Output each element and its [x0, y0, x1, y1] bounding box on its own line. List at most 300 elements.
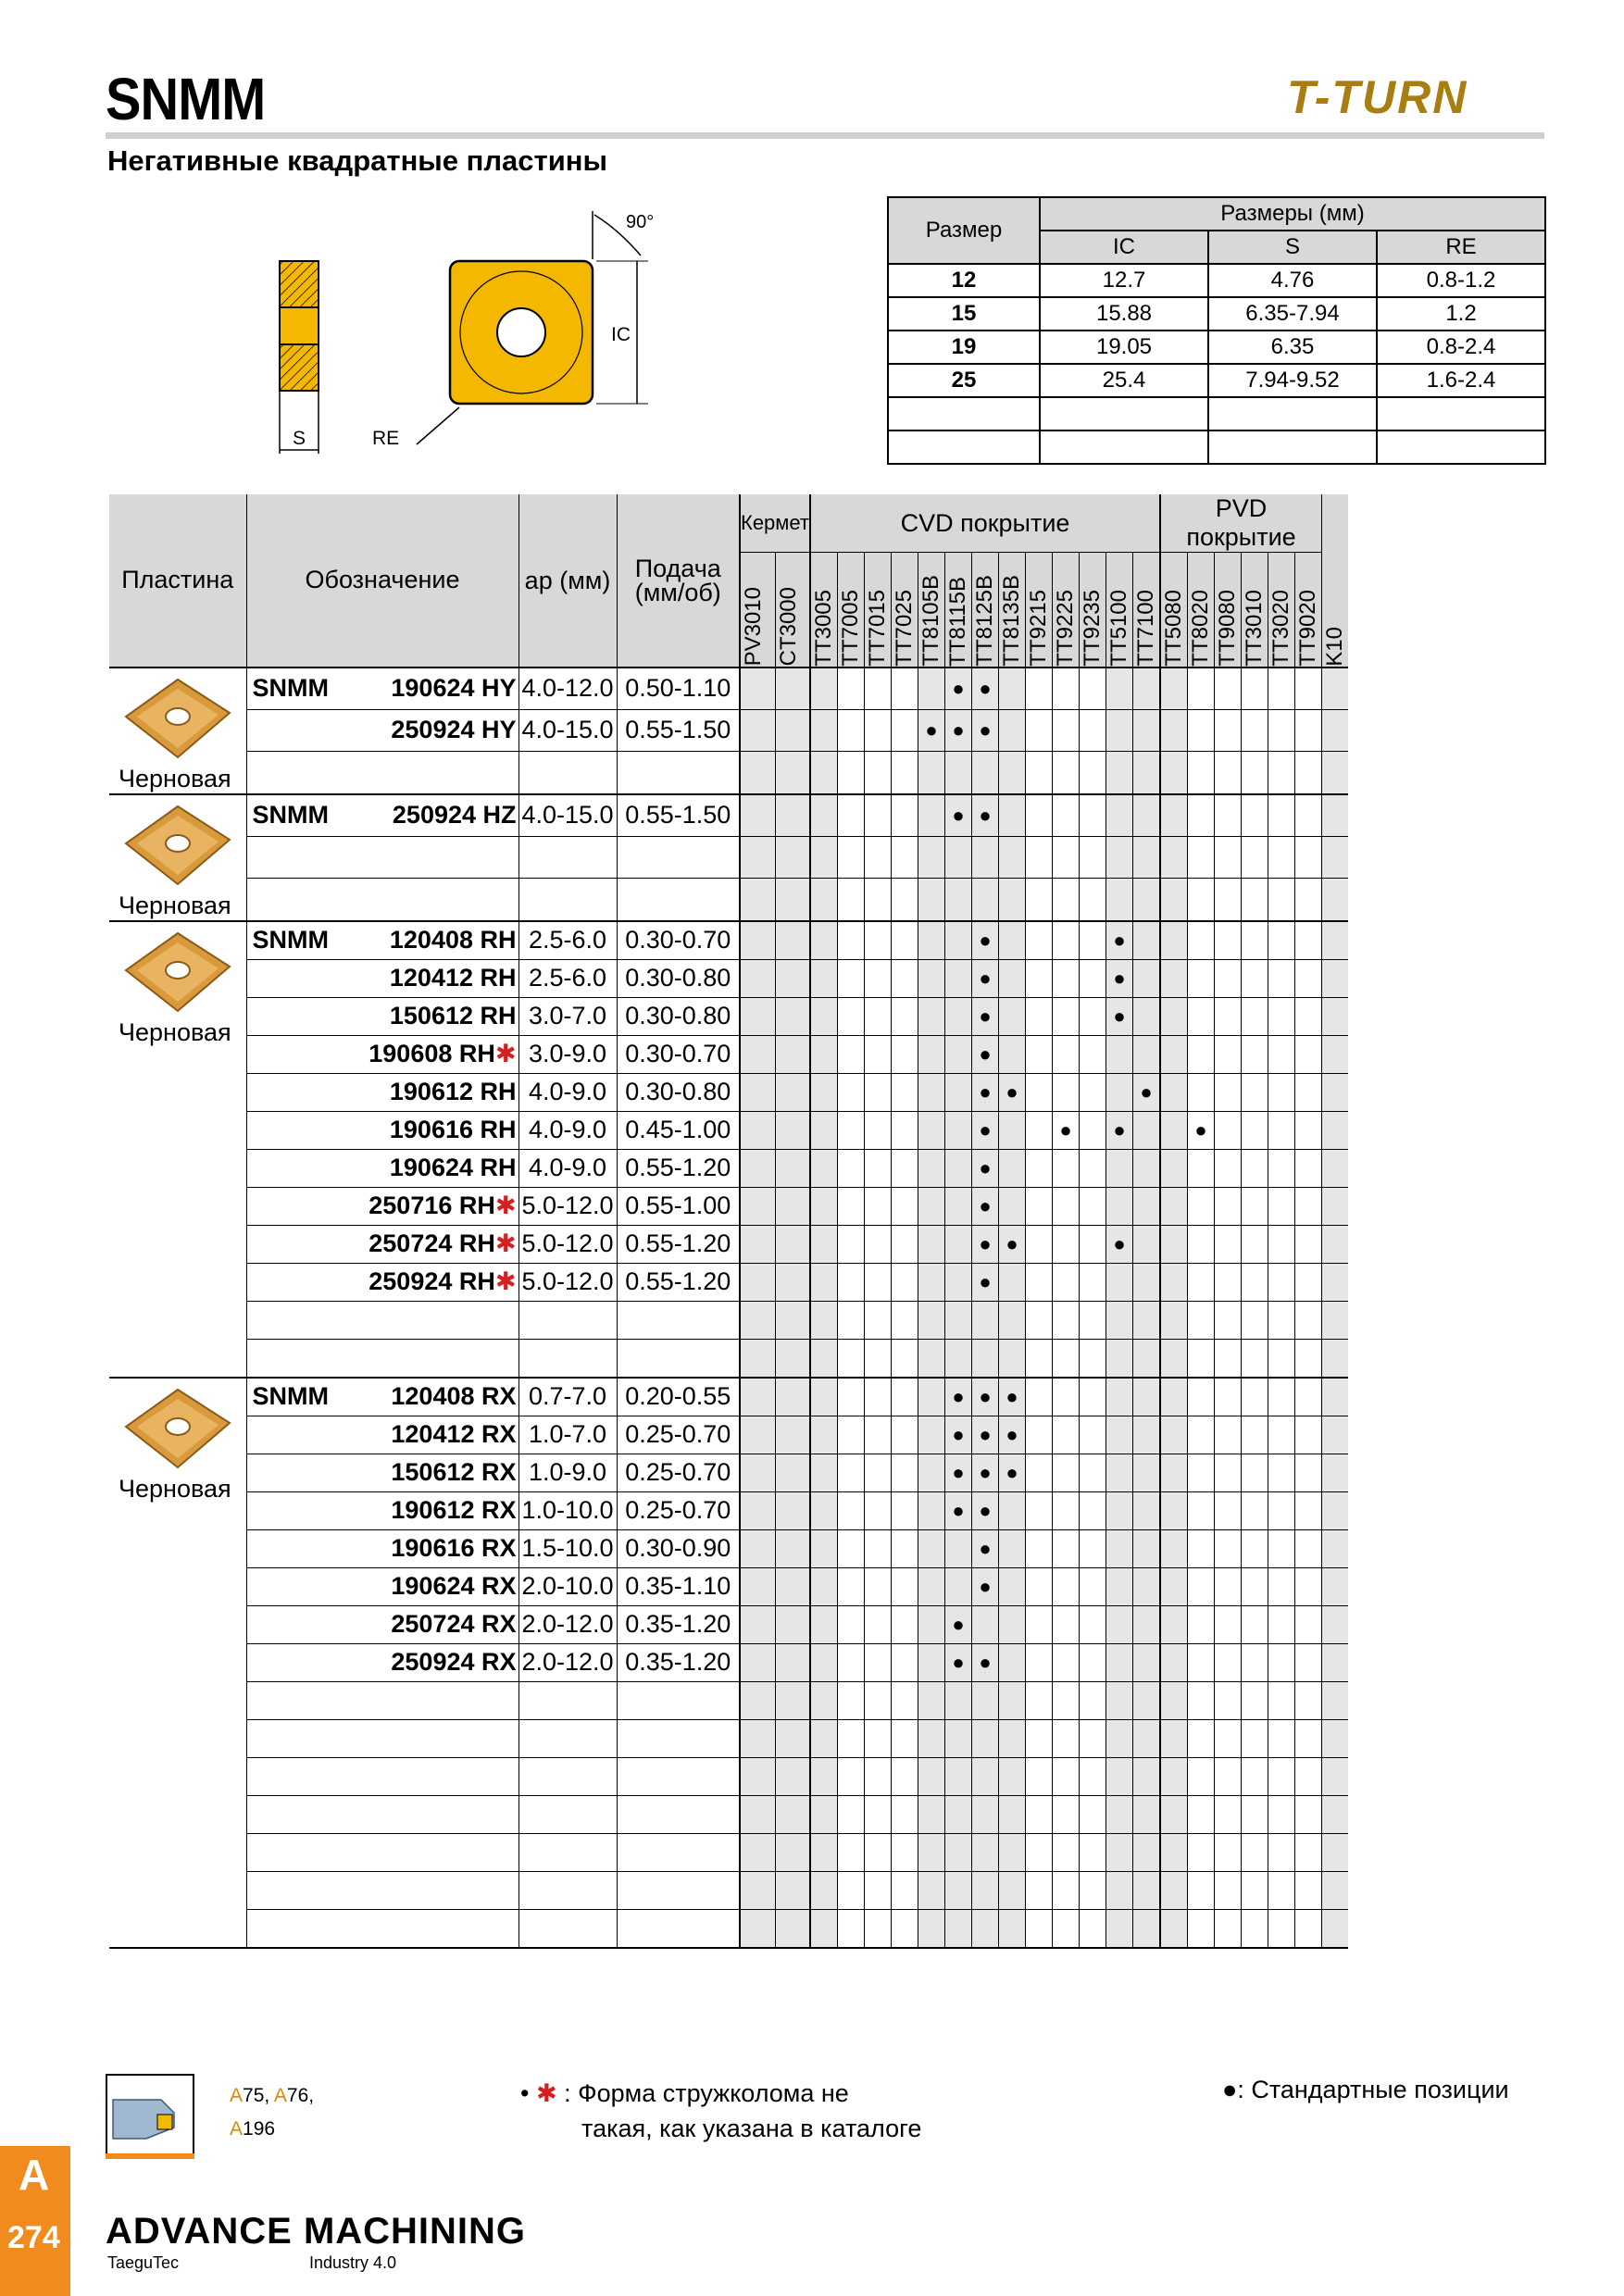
- grade-cell: [1295, 1454, 1322, 1491]
- feed-cell: 0.55-1.50: [617, 709, 740, 751]
- grade-cell: [1215, 879, 1242, 921]
- dot-icon: ●: [1113, 966, 1126, 990]
- grade-cell: [865, 1035, 892, 1073]
- grade-cell: [1106, 1149, 1133, 1187]
- grade-cell: [918, 1225, 945, 1263]
- grade-cell: [1160, 1757, 1188, 1795]
- grade-cell: [918, 1681, 945, 1719]
- size-cell: 6.35: [1208, 331, 1377, 364]
- grade-label: TT7100: [1133, 589, 1158, 667]
- table-row: [109, 1149, 1348, 1187]
- grade-header-cell: [999, 553, 1026, 668]
- grade-cell: [972, 1491, 999, 1529]
- grade-cell: [810, 752, 838, 794]
- operation-label: Черновая: [119, 891, 231, 919]
- grade-cell: [1268, 921, 1295, 960]
- grade-cell: [1133, 959, 1161, 997]
- grade-cell: [1242, 1605, 1268, 1643]
- grade-cell: [1133, 1833, 1161, 1871]
- designation-cell: [246, 1301, 518, 1339]
- designation-code: 250724 RX: [391, 1610, 517, 1638]
- size-cell: 15: [888, 297, 1040, 331]
- grade-cell: [1053, 1529, 1080, 1567]
- grade-cell: [892, 1643, 918, 1681]
- dot-icon: ●: [979, 676, 992, 700]
- grade-cell: [1322, 836, 1349, 878]
- grade-cell: [810, 1757, 838, 1795]
- grade-cell: [1026, 959, 1053, 997]
- grade-cell: [1242, 1795, 1268, 1833]
- grade-cell: [1080, 1909, 1106, 1948]
- s-label: S: [293, 428, 306, 449]
- table-row: [109, 1757, 1348, 1795]
- grade-cell: [838, 1454, 865, 1491]
- grade-cell: [1188, 879, 1215, 921]
- grade-cell: [810, 1378, 838, 1416]
- grade-cell: [892, 1187, 918, 1225]
- grade-cell: [945, 1111, 972, 1149]
- grade-cell: [1160, 879, 1188, 921]
- grade-cell: [1026, 1871, 1053, 1909]
- table-row: [109, 1187, 1348, 1225]
- grade-cell: [1160, 1301, 1188, 1339]
- grade-cell: [1026, 668, 1053, 710]
- grade-label: TT9020: [1295, 589, 1320, 667]
- grade-cell: [999, 794, 1026, 837]
- size-cell: 1.2: [1377, 297, 1545, 331]
- dot-icon: ●: [979, 1536, 992, 1560]
- ref-prefix: A: [230, 2085, 244, 2106]
- grade-cell: [1106, 1605, 1133, 1643]
- grade-cell: [1053, 1225, 1080, 1263]
- grade-cell: [918, 1643, 945, 1681]
- grade-cell: [1322, 1073, 1349, 1111]
- page-references: [230, 2079, 314, 2146]
- grade-label: TT9215: [1026, 589, 1051, 667]
- grade-label: TT3020: [1268, 589, 1293, 667]
- table-row: [109, 1035, 1348, 1073]
- grade-cell: [1322, 921, 1349, 960]
- table-row: [109, 1225, 1348, 1263]
- grade-cell: [945, 1035, 972, 1073]
- grade-cell: [1295, 668, 1322, 710]
- designation-cell: [246, 1643, 518, 1681]
- grade-cell: [1242, 959, 1268, 997]
- size-cell: 25: [888, 364, 1040, 397]
- feed-cell: 0.25-0.70: [617, 1491, 740, 1529]
- grade-cell: [1053, 1491, 1080, 1529]
- grade-cell: [1160, 1378, 1188, 1416]
- designation-code: 190612 RH: [389, 1078, 517, 1105]
- grade-cell: [1242, 1225, 1268, 1263]
- grade-cell: [1322, 1035, 1349, 1073]
- grade-cell: [999, 1339, 1026, 1378]
- table-row: [109, 1301, 1348, 1339]
- grade-cell: [838, 1263, 865, 1301]
- designation-cell: [246, 1073, 518, 1111]
- dot-icon: ●: [979, 1498, 992, 1522]
- size-row: [888, 297, 1545, 331]
- grade-cell: [1242, 668, 1268, 710]
- grade-cell: [865, 1909, 892, 1948]
- grade-cell: [1295, 1871, 1322, 1909]
- grade-cell: [740, 1149, 775, 1187]
- grade-cell: [1080, 709, 1106, 751]
- grade-cell: [1160, 1491, 1188, 1529]
- grade-cell: [1133, 1719, 1161, 1757]
- grade-cell: [740, 1491, 775, 1529]
- grade-cell: [838, 1111, 865, 1149]
- designation-header: Обозначение: [246, 494, 518, 668]
- grade-cell: [1295, 1263, 1322, 1301]
- dot-icon: ●: [979, 1079, 992, 1104]
- grade-cell: [1080, 1073, 1106, 1111]
- grade-cell: [918, 668, 945, 710]
- ap-cell: 5.0-12.0: [518, 1187, 617, 1225]
- grade-cell: [1242, 997, 1268, 1035]
- grade-label: TT9235: [1080, 589, 1105, 667]
- dot-icon: ●: [952, 803, 965, 827]
- grade-cell: [1295, 1035, 1322, 1073]
- grade-cell: [1188, 1491, 1215, 1529]
- table-row: [109, 1529, 1348, 1567]
- grade-cell: [892, 1073, 918, 1111]
- designation-code: 150612 RX: [391, 1458, 517, 1486]
- table-row: [109, 752, 1348, 794]
- designation-cell: [246, 1111, 518, 1149]
- grade-cell: [1268, 1225, 1295, 1263]
- grade-cell: [972, 668, 999, 710]
- grade-cell: [945, 1567, 972, 1605]
- grade-cell: [892, 1567, 918, 1605]
- grade-cell: [999, 1187, 1026, 1225]
- grade-cell: [972, 1035, 999, 1073]
- feed-cell: 0.30-0.90: [617, 1529, 740, 1567]
- grade-cell: [999, 959, 1026, 997]
- grade-cell: [1268, 1149, 1295, 1187]
- designation-code: 120412 RX: [391, 1420, 517, 1448]
- grade-cell: [1295, 1339, 1322, 1378]
- grade-cell: [892, 1909, 918, 1948]
- feed-cell: 0.20-0.55: [617, 1378, 740, 1416]
- feed-cell: [617, 836, 740, 878]
- grade-cell: [838, 752, 865, 794]
- grade-cell: [1215, 709, 1242, 751]
- grade-cell: [865, 794, 892, 837]
- grade-cell: [775, 1795, 810, 1833]
- grade-cell: [892, 879, 918, 921]
- grade-cell: [945, 668, 972, 710]
- grade-cell: [945, 921, 972, 960]
- grade-cell: [972, 752, 999, 794]
- grade-cell: [918, 709, 945, 751]
- grade-cell: [1322, 709, 1349, 751]
- grade-cell: [918, 836, 945, 878]
- grade-cell: [1106, 1301, 1133, 1339]
- grade-cell: [775, 1263, 810, 1301]
- grade-cell: [1053, 1187, 1080, 1225]
- grade-cell: [1080, 997, 1106, 1035]
- grade-cell: [810, 1643, 838, 1681]
- feed-cell: 0.30-0.70: [617, 1035, 740, 1073]
- grade-cell: [1080, 1149, 1106, 1187]
- grade-header-cell: [1322, 553, 1349, 668]
- size-cell: [1377, 430, 1545, 464]
- grade-cell: [972, 1454, 999, 1491]
- grade-cell: [1215, 1795, 1242, 1833]
- grade-cell: [1242, 1111, 1268, 1149]
- dot-icon: ●: [979, 1042, 992, 1066]
- grade-cell: [1080, 1416, 1106, 1454]
- grade-cell: [1106, 668, 1133, 710]
- designation-code: 250716 RH: [369, 1192, 495, 1219]
- dot-icon: ●: [1140, 1079, 1153, 1104]
- grade-cell: [1133, 1454, 1161, 1491]
- designation-cell: [246, 1263, 518, 1301]
- star-icon: ✱: [494, 1267, 517, 1295]
- ap-cell: 2.5-6.0: [518, 959, 617, 997]
- grade-cell: [838, 1719, 865, 1757]
- grade-cell: [810, 1567, 838, 1605]
- dot-icon: ●: [979, 966, 992, 990]
- grade-cell: [1106, 1909, 1133, 1948]
- table-row: [109, 1605, 1348, 1643]
- header-rule: [106, 132, 1544, 139]
- grade-header-cell: [740, 553, 775, 668]
- dot-icon: ●: [1113, 1004, 1126, 1028]
- grade-cell: [1026, 1795, 1053, 1833]
- ap-cell: [518, 1833, 617, 1871]
- grade-cell: [838, 1035, 865, 1073]
- grade-cell: [1215, 1871, 1242, 1909]
- designation-cell: [246, 1719, 518, 1757]
- grade-cell: [918, 1491, 945, 1529]
- grade-cell: [1053, 1871, 1080, 1909]
- grade-cell: [865, 1795, 892, 1833]
- ap-cell: 4.0-9.0: [518, 1149, 617, 1187]
- grade-cell: [775, 1719, 810, 1757]
- grade-cell: [1188, 1833, 1215, 1871]
- grade-cell: [838, 1681, 865, 1719]
- grade-cell: [1160, 1719, 1188, 1757]
- grade-cell: [1133, 997, 1161, 1035]
- ap-cell: 1.5-10.0: [518, 1529, 617, 1567]
- grade-cell: [1268, 1454, 1295, 1491]
- grade-cell: [838, 1378, 865, 1416]
- grade-cell: [945, 709, 972, 751]
- grade-cell: [1053, 879, 1080, 921]
- grade-cell: [775, 794, 810, 837]
- grade-cell: [972, 1149, 999, 1187]
- grade-cell: [740, 959, 775, 997]
- feed-header: Подача (мм/об): [617, 494, 740, 668]
- grade-cell: [1268, 1529, 1295, 1567]
- dot-icon: ●: [979, 1117, 992, 1142]
- designation-cell: [246, 1567, 518, 1605]
- grade-cell: [1106, 1073, 1133, 1111]
- dot-icon: ●: [979, 1650, 992, 1674]
- designation-cell: [246, 1491, 518, 1529]
- grade-cell: [972, 1605, 999, 1643]
- grade-cell: [1053, 1795, 1080, 1833]
- grade-cell: [838, 1187, 865, 1225]
- grade-cell: [918, 1378, 945, 1416]
- grade-cell: [1215, 794, 1242, 837]
- grade-cell: [999, 921, 1026, 960]
- grade-cell: [1295, 1225, 1322, 1263]
- grade-cell: [1215, 1643, 1242, 1681]
- designation-code: 120408 RX: [391, 1382, 517, 1410]
- size-table: [887, 196, 1546, 465]
- grade-cell: [1188, 1378, 1215, 1416]
- designation-prefix: SNMM: [252, 1382, 329, 1410]
- grade-header-cell: [1053, 553, 1080, 668]
- cvd-header: CVD покрытие: [810, 494, 1160, 553]
- grade-cell: [999, 997, 1026, 1035]
- grade-cell: [1322, 1833, 1349, 1871]
- grade-cell: [1268, 1073, 1295, 1111]
- grade-cell: [1160, 1871, 1188, 1909]
- grade-cell: [1160, 1073, 1188, 1111]
- grade-label: K10: [1322, 626, 1347, 667]
- grade-cell: [1080, 1871, 1106, 1909]
- grade-cell: [740, 1225, 775, 1263]
- grade-cell: [1026, 879, 1053, 921]
- size-row: [888, 331, 1545, 364]
- grade-cell: [1106, 1795, 1133, 1833]
- grade-cell: [1295, 959, 1322, 997]
- grade-cell: [740, 1605, 775, 1643]
- grade-cell: [740, 1301, 775, 1339]
- grade-cell: [740, 1378, 775, 1416]
- grade-cell: [838, 1416, 865, 1454]
- grade-cell: [1242, 1378, 1268, 1416]
- grade-cell: [1133, 1643, 1161, 1681]
- grade-cell: [1026, 1529, 1053, 1567]
- grade-cell: [865, 1111, 892, 1149]
- grade-cell: [999, 1567, 1026, 1605]
- dot-icon: ●: [952, 1422, 965, 1446]
- grade-cell: [838, 879, 865, 921]
- designation-cell: [246, 1681, 518, 1719]
- grade-cell: [1080, 921, 1106, 960]
- grade-cell: [1188, 1567, 1215, 1605]
- grade-cell: [1268, 1111, 1295, 1149]
- note-text: : Стандартные позиции: [1237, 2076, 1509, 2103]
- ap-header: ap (мм): [518, 494, 617, 668]
- dot-icon: ●: [1006, 1460, 1018, 1484]
- grade-cell: [1188, 1035, 1215, 1073]
- designation-cell: [246, 959, 518, 997]
- designation-cell: [246, 668, 518, 710]
- grade-cell: [999, 1225, 1026, 1263]
- table-row: [109, 668, 1348, 710]
- grade-cell: [740, 1567, 775, 1605]
- grade-cell: [775, 1187, 810, 1225]
- grade-cell: [1215, 1757, 1242, 1795]
- grade-cell: [1268, 879, 1295, 921]
- grade-cell: [1160, 1681, 1188, 1719]
- grade-cell: [740, 1111, 775, 1149]
- dot-icon: ●: [1113, 1117, 1126, 1142]
- grade-cell: [1242, 1454, 1268, 1491]
- grade-cell: [1053, 1339, 1080, 1378]
- table-row: [109, 709, 1348, 751]
- grade-cell: [810, 1225, 838, 1263]
- grade-cell: [1215, 1073, 1242, 1111]
- dot-icon: ●: [979, 1460, 992, 1484]
- grade-cell: [810, 1149, 838, 1187]
- size-cell: 15.88: [1040, 297, 1208, 331]
- grade-cell: [972, 1111, 999, 1149]
- grade-cell: [1268, 997, 1295, 1035]
- grade-cell: [1295, 1681, 1322, 1719]
- dot-icon: ●: [1222, 2076, 1238, 2103]
- designation-cell: [246, 1339, 518, 1378]
- grade-cell: [918, 1035, 945, 1073]
- grade-cell: [1188, 752, 1215, 794]
- grade-cell: [892, 1225, 918, 1263]
- size-row: [888, 264, 1545, 297]
- section-letter: A: [19, 2151, 50, 2199]
- designation-code: 250924 RX: [391, 1648, 517, 1676]
- grade-cell: [1268, 1567, 1295, 1605]
- grade-cell: [1106, 794, 1133, 837]
- grade-cell: [1133, 1035, 1161, 1073]
- size-cell: [1208, 430, 1377, 464]
- grade-cell: [1133, 921, 1161, 960]
- dot-icon: ●: [979, 928, 992, 952]
- grade-table: [109, 494, 1348, 1949]
- grade-cell: [1268, 1757, 1295, 1795]
- grade-cell: [838, 836, 865, 878]
- grade-cell: [1053, 1833, 1080, 1871]
- grade-cell: [892, 1111, 918, 1149]
- table-row: [109, 1491, 1348, 1529]
- grade-cell: [1215, 997, 1242, 1035]
- table-row: [109, 921, 1348, 960]
- grade-cell: [918, 1833, 945, 1871]
- grade-cell: [1026, 794, 1053, 837]
- grade-cell: [918, 1301, 945, 1339]
- grade-cell: [945, 1643, 972, 1681]
- grade-cell: [740, 1263, 775, 1301]
- grade-cell: [865, 1301, 892, 1339]
- table-row: [109, 1909, 1348, 1948]
- grade-cell: [1295, 1491, 1322, 1529]
- grade-cell: [918, 1149, 945, 1187]
- grade-cell: [838, 959, 865, 997]
- grade-cell: [865, 752, 892, 794]
- grade-cell: [892, 1833, 918, 1871]
- size-row: [888, 397, 1545, 430]
- grade-header-cell: [1242, 553, 1268, 668]
- s-header: S: [1208, 231, 1377, 264]
- grade-cell: [945, 1605, 972, 1643]
- grade-cell: [1160, 997, 1188, 1035]
- grade-label: TT5080: [1161, 589, 1186, 667]
- grade-cell: [1295, 1757, 1322, 1795]
- feed-cell: 0.45-1.00: [617, 1111, 740, 1149]
- insert-photo: [119, 799, 237, 892]
- grade-cell: [1242, 1681, 1268, 1719]
- grade-cell: [1295, 752, 1322, 794]
- grade-cell: [1295, 836, 1322, 878]
- grade-cell: [1188, 1187, 1215, 1225]
- grade-cell: [838, 1567, 865, 1605]
- grade-cell: [1080, 1795, 1106, 1833]
- feed-cell: 0.55-1.20: [617, 1149, 740, 1187]
